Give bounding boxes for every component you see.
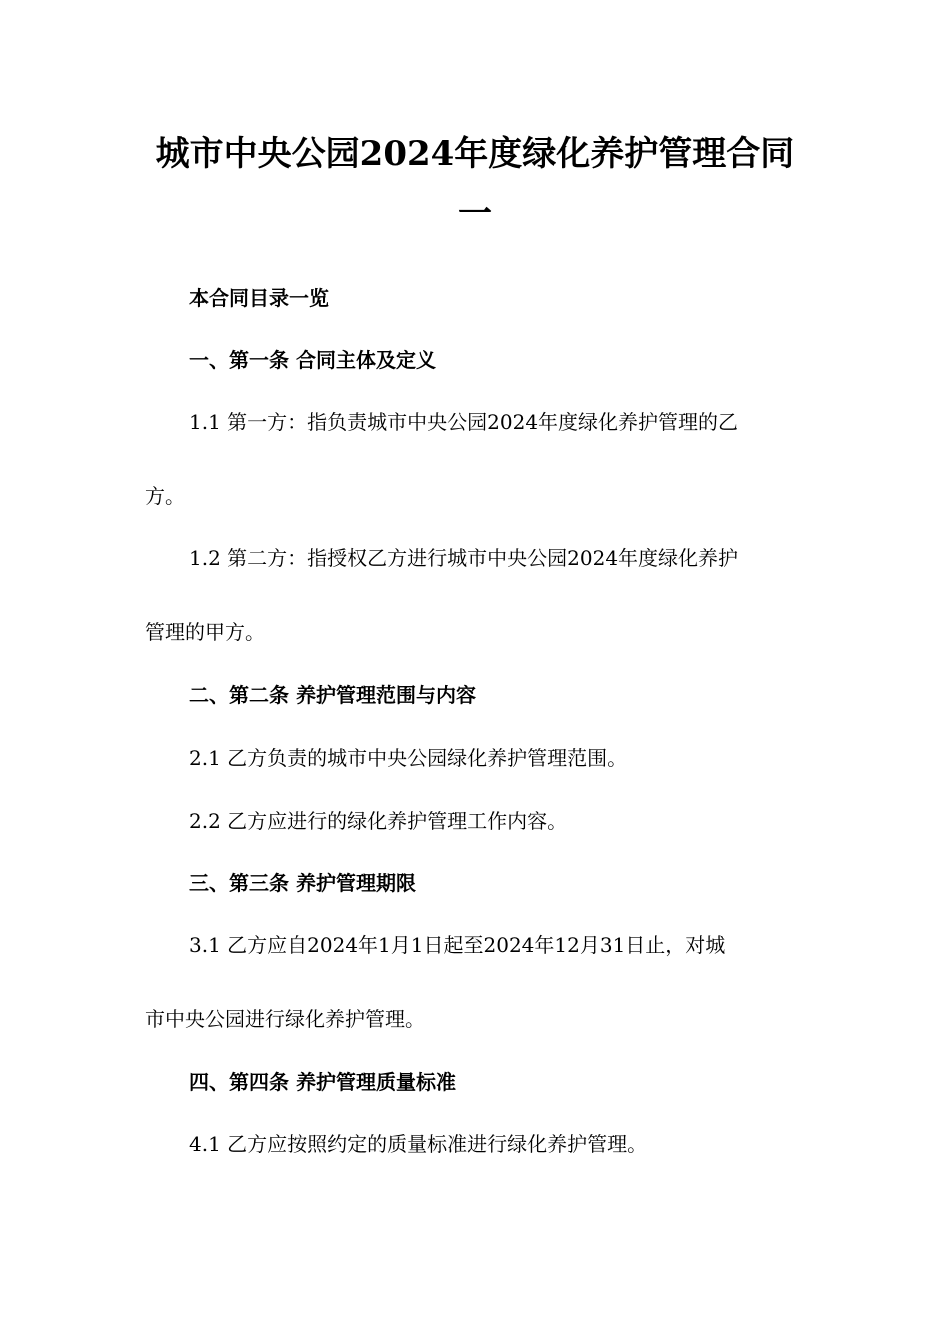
document-title: 城市中央公园2024年度绿化养护管理合同 xyxy=(155,134,795,174)
clause-2-1: 2.1 乙方负责的城市中央公园绿化养护管理范围。 xyxy=(189,746,628,770)
section-heading-1: 一、第一条 合同主体及定义 xyxy=(189,348,436,372)
clause-1-2-continuation: 管理的甲方。 xyxy=(145,620,265,644)
clause-2-2: 2.2 乙方应进行的绿化养护管理工作内容。 xyxy=(189,809,568,833)
section-heading-3: 三、第三条 养护管理期限 xyxy=(189,871,416,895)
clause-1-1: 1.1 第一方：指负责城市中央公园2024年度绿化养护管理的乙 xyxy=(189,410,739,434)
section-heading-2: 二、第二条 养护管理范围与内容 xyxy=(189,683,476,707)
clause-3-1: 3.1 乙方应自2024年1月1日起至2024年12月31日止，对城 xyxy=(189,933,726,957)
clause-3-1-continuation: 市中央公园进行绿化养护管理。 xyxy=(145,1007,425,1031)
clause-1-2: 1.2 第二方：指授权乙方进行城市中央公园2024年度绿化养护 xyxy=(189,546,739,570)
clause-4-1: 4.1 乙方应按照约定的质量标准进行绿化养护管理。 xyxy=(189,1132,648,1156)
clause-1-1-continuation: 方。 xyxy=(145,484,185,508)
toc-heading: 本合同目录一览 xyxy=(189,286,329,310)
document-title-continuation: 一 xyxy=(458,194,492,234)
section-heading-4: 四、第四条 养护管理质量标准 xyxy=(189,1070,456,1094)
